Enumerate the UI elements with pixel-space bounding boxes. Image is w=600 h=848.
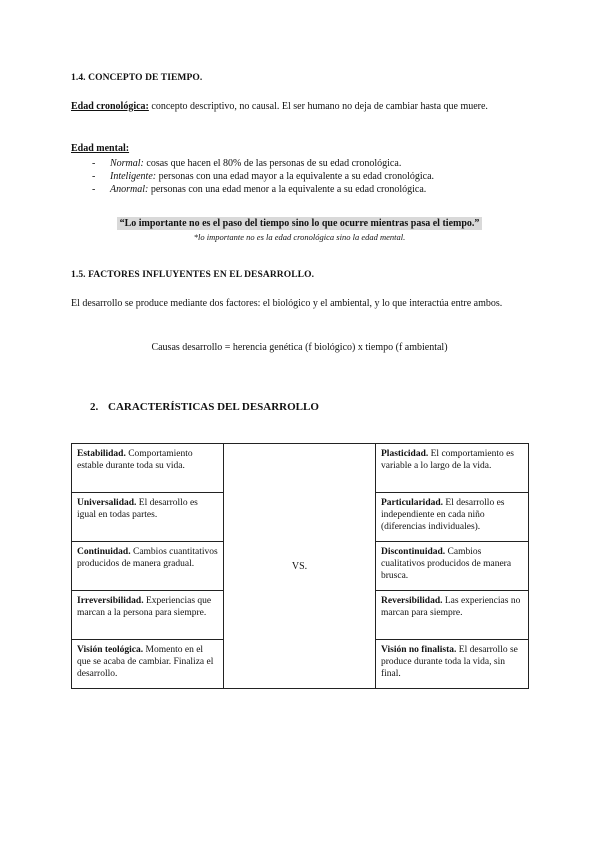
cell-title: Estabilidad. — [77, 449, 126, 459]
cell-text: Comportamiento estable durante toda su vida. — [77, 449, 193, 471]
characteristics-table — [71, 443, 529, 689]
list-item-label: Inteligente: — [110, 171, 157, 182]
edad-cronologica-text: concepto descriptivo, no causal. El ser humano no deja de cambiar hasta que muere. — [148, 101, 488, 112]
section-2-heading: CARACTERÍSTICAS DEL DESARROLLO — [108, 401, 319, 413]
list-item: - Normal: cosas que hacen el 80% de las personas de su edad cronológica. — [92, 158, 402, 169]
list-item-text: cosas que hacen el 80% de las personas de su edad cronológica. — [143, 158, 402, 169]
cell-text: El comportamiento es variable a lo largo de la vida. — [381, 449, 514, 471]
quote-container — [71, 217, 528, 230]
cell-text: Las experiencias no marcan para siempre. — [381, 596, 521, 618]
factores-paragraph: El desarrollo se produce mediante dos factores: el biológico y el ambiental, y lo que interactúa entre ambos. — [71, 298, 503, 309]
list-item-label: Normal: — [110, 158, 144, 169]
cell-title: Visión no finalista. — [381, 645, 457, 655]
cell-title: Reversibilidad. — [381, 596, 443, 606]
right-cell — [376, 493, 529, 542]
cell-text: Cambios cualitativos producidos de manera brusca. — [381, 547, 512, 581]
section-2-number: 2. — [90, 401, 99, 413]
cell-text: Cambios cuantitativos producidos de manera gradual. — [77, 547, 218, 569]
left-cell — [72, 493, 224, 542]
highlighted-quote: “Lo importante no es el paso del tiempo sino lo que ocurre mientras pasa el tiempo.” — [117, 217, 483, 230]
edad-cronologica-term: Edad cronológica: — [71, 101, 149, 112]
section-1-4-heading: 1.4. CONCEPTO DE TIEMPO. — [71, 73, 203, 83]
left-cell — [72, 591, 224, 640]
edad-mental-term: Edad mental: — [71, 143, 130, 154]
formula: Causas desarrollo = herencia genética (f biológico) x tiempo (f ambiental) — [151, 342, 448, 353]
cell-title: Particularidad. — [381, 498, 444, 508]
list-item-text: personas con una edad menor a la equivalente a su edad cronológica. — [148, 184, 427, 195]
right-cell — [376, 444, 529, 493]
list-item: - Anormal: personas con una edad menor a la equivalente a su edad cronológica. — [92, 184, 427, 195]
cell-title: Discontinuidad. — [381, 547, 446, 557]
vs-cell — [224, 444, 376, 689]
list-item: - Inteligente: personas con una edad mayor a la equivalente a su edad cronológica. — [92, 171, 435, 182]
edad-mental-list — [92, 157, 522, 196]
quote-note: *lo importante no es la edad cronológica sino la edad mental. — [193, 232, 406, 242]
section-1-5-heading: 1.5. FACTORES INFLUYENTES EN EL DESARROLLO. — [71, 270, 315, 280]
cell-text: El desarrollo se produce durante toda la vida, sin final. — [381, 645, 518, 679]
cell-title: Plasticidad. — [381, 449, 429, 459]
left-cell — [72, 444, 224, 493]
cell-text: Momento en el que se acaba de cambiar. Finaliza el desarrollo. — [77, 645, 214, 679]
cell-title: Visión teológica. — [77, 645, 144, 655]
cell-title: Continuidad. — [77, 547, 131, 557]
edad-cronologica-paragraph — [71, 100, 528, 113]
list-item-text: personas con una edad mayor a la equivalente a su edad cronológica. — [156, 171, 435, 182]
list-item-label: Anormal: — [110, 184, 149, 195]
cell-title: Irreversibilidad. — [77, 596, 144, 606]
right-cell — [376, 542, 529, 591]
cell-text: El desarrollo es independiente en cada niño (diferencias individuales). — [381, 498, 505, 532]
left-cell — [72, 542, 224, 591]
cell-title: Universalidad. — [77, 498, 137, 508]
cell-text: El desarrollo es igual en todas partes. — [77, 498, 198, 520]
left-cell — [72, 640, 224, 689]
cell-text: Experiencias que marcan a la persona para siempre. — [77, 596, 212, 618]
right-cell — [376, 591, 529, 640]
vs-label: VS. — [291, 560, 308, 572]
table-row — [72, 444, 529, 493]
right-cell — [376, 640, 529, 689]
